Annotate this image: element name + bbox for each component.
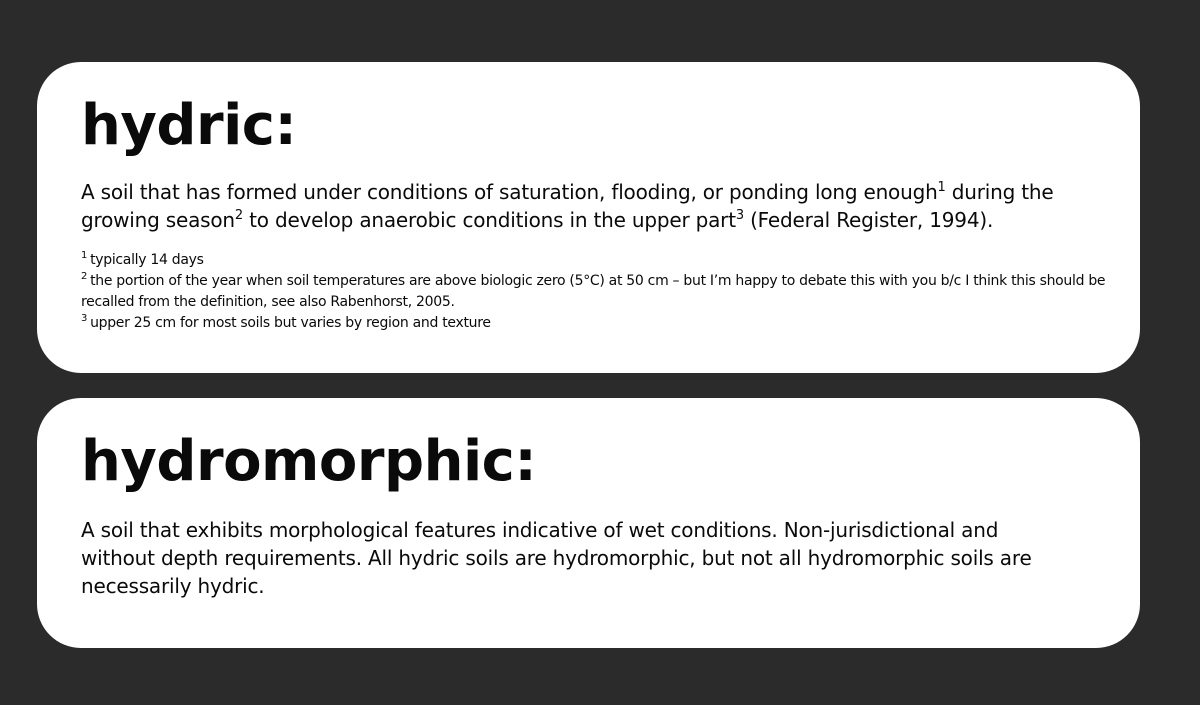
footnote-text-1: typically 14 days <box>90 252 204 268</box>
hydric-definition-part-3: to develop anaerobic conditions in the upper part <box>242 208 736 232</box>
hydric-term: hydric: <box>81 93 297 158</box>
hydromorphic-card <box>37 398 1140 648</box>
footnote-marker-2: 2 <box>81 271 88 282</box>
footnote-1 <box>81 250 1110 271</box>
hydric-card <box>37 62 1140 373</box>
footnote-2 <box>81 271 1110 313</box>
hydric-definition-part-2: during the growing season <box>81 180 1054 232</box>
footnotes <box>81 250 1110 334</box>
hydromorphic-term: hydromorphic: <box>81 429 537 494</box>
footnote-marker-1: 1 <box>81 250 88 261</box>
footnote-text-3: upper 25 cm for most soils but varies by region and texture <box>90 315 491 331</box>
hydric-definition-part-1: A soil that has formed under conditions of saturation, flooding, or ponding long enough <box>81 180 938 204</box>
footnote-marker-3: 3 <box>81 313 88 324</box>
footnote-ref-1: 1 <box>937 180 946 195</box>
hydric-definition <box>81 178 1110 234</box>
footnote-ref-2: 2 <box>234 208 243 223</box>
footnote-3 <box>81 313 1110 334</box>
footnote-text-2: the portion of the year when soil temperatures are above biologic zero (5°C) at 50 cm – but I’m happy to debate this with you b/c I think this should be recalled from the definition, see also Rabenhorst, 2005. <box>81 273 1106 310</box>
hydromorphic-definition: A soil that exhibits morphological features indicative of wet conditions. Non-jurisdictional and without depth requirements. All hydric soils are hydromorphic, but not all hydromorphic soils are necessarily hydric. <box>81 518 1032 598</box>
footnote-ref-3: 3 <box>735 208 744 223</box>
hydric-definition-part-4: (Federal Register, 1994). <box>743 208 994 232</box>
